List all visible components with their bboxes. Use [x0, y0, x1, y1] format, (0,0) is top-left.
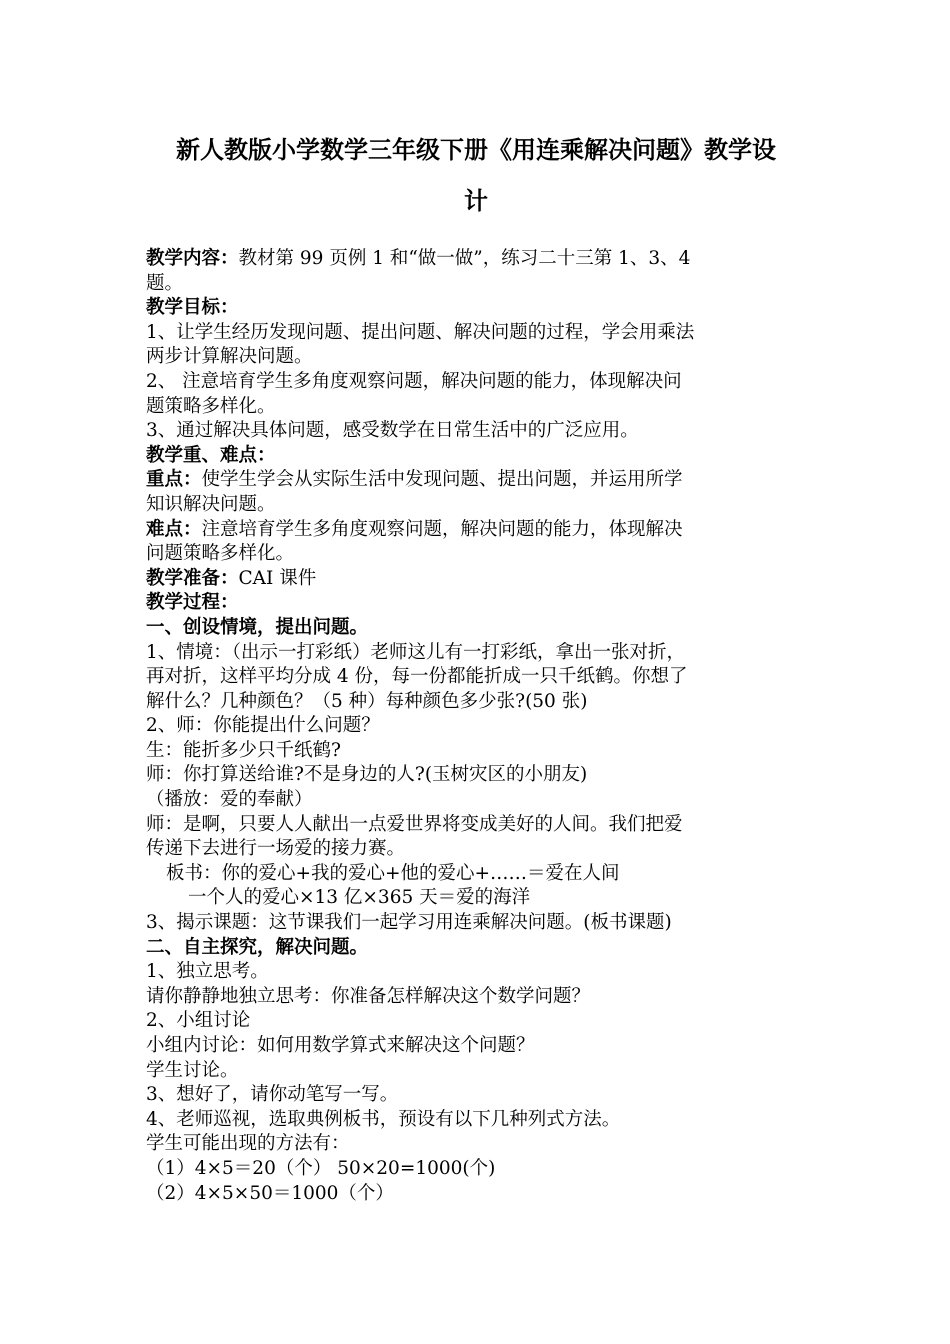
section-2-line: 3、想好了，请你动笔写一写。	[146, 1084, 399, 1106]
section-2-line: 1、独立思考。	[146, 961, 269, 983]
section-1-line: 传递下去进行一场爱的接力赛。	[146, 838, 406, 860]
focus-line	[146, 468, 811, 493]
focus-text: 使学生学会从实际生活中发现问题、提出问题，并运用所学	[201, 469, 683, 491]
section-1-line: 2、师：你能提出什么问题？	[146, 715, 380, 737]
section-1-line: 生：能折多少只千纸鹤?	[146, 739, 341, 761]
section-1-line: 师：你打算送给谁?不是身边的人?(玉树灾区的小朋友)	[146, 764, 588, 786]
goal-1-cont: 两步计算解决问题。	[146, 346, 313, 368]
blackboard-line: 板书：你的爱心+我的爱心+他的爱心+……＝爱在人间	[166, 862, 620, 884]
doc-title-line-2: 计	[464, 187, 488, 215]
content-line	[146, 247, 811, 272]
goal-1: 1、让学生经历发现问题、提出问题、解决问题的过程，学会用乘法	[146, 321, 695, 343]
section-1-line: 再对折，这样平均分成 4 份，每一份都能折成一只千纸鹤。你想了	[146, 666, 688, 688]
difficulty-line	[146, 518, 811, 543]
difficulty-label: 难点：	[146, 518, 202, 540]
content-label: 教学内容：	[146, 248, 239, 269]
method-line: （2）4×5×50＝1000（个）	[146, 1182, 394, 1204]
key-label: 教学重、难点：	[146, 444, 276, 466]
section-1-line: 解什么？几种颜色？（5 种）每种颜色多少张?(50 张)	[146, 690, 588, 712]
section-1-line: 1、情境：（出示一打彩纸）老师这儿有一打彩纸，拿出一张对折，	[146, 641, 686, 663]
section-2-line: 4、老师巡视，选取典例板书，预设有以下几种列式方法。	[146, 1108, 621, 1130]
section-2-line: 2、小组讨论	[146, 1010, 251, 1032]
difficulty-text-cont: 问题策略多样化。	[146, 543, 295, 565]
blackboard-line: 一个人的爱心×13 亿×365 天＝爱的海洋	[188, 887, 531, 909]
content-text-cont: 题。	[146, 272, 184, 294]
section-1-line: 3、揭示课题：这节课我们一起学习用连乘解决问题。(板书课题)	[146, 912, 672, 934]
focus-text-cont: 知识解决问题。	[146, 493, 276, 515]
document-body	[146, 247, 811, 1206]
section-2-line: 小组内讨论：如何用数学算式来解决这个问题？	[146, 1035, 535, 1056]
goal-2-cont: 题策略多样化。	[146, 395, 276, 417]
doc-title-line-1: 新人教版小学数学三年级下册《用连乘解决问题》教学设	[176, 136, 776, 164]
section-1-line: 师：是啊，只要人人献出一点爱世界将变成美好的人间。我们把爱	[146, 813, 683, 835]
prep-line	[146, 567, 811, 592]
prep-text: CAI 课件	[238, 567, 317, 589]
section-2-line: 请你静静地独立思考：你准备怎样解决这个数学问题？	[146, 985, 591, 1007]
section-1-line: （播放：爱的奉献）	[146, 789, 313, 811]
section-1-heading: 一、创设情境，提出问题。	[146, 616, 369, 638]
section-2-heading: 二、自主探究，解决问题。	[146, 936, 369, 958]
section-2-line: 学生可能出现的方法有：	[146, 1133, 350, 1155]
goal-2: 2、 注意培育学生多角度观察问题，解决问题的能力，体现解决问	[146, 370, 682, 392]
prep-label: 教学准备：	[146, 567, 239, 589]
focus-label: 重点：	[146, 469, 202, 491]
process-label: 教学过程：	[146, 592, 239, 614]
method-line: （1）4×5＝20（个） 50×20=1000(个)	[146, 1157, 496, 1179]
content-text: 教材第 99 页例 1 和“做一做”，练习二十三第 1、3、4	[238, 248, 691, 269]
goals-label: 教学目标：	[146, 297, 239, 319]
section-2-line: 学生讨论。	[146, 1059, 239, 1081]
goal-3: 3、通过解决具体问题，感受数学在日常生活中的广泛应用。	[146, 420, 639, 442]
difficulty-text: 注意培育学生多角度观察问题，解决问题的能力，体现解决	[201, 518, 683, 540]
